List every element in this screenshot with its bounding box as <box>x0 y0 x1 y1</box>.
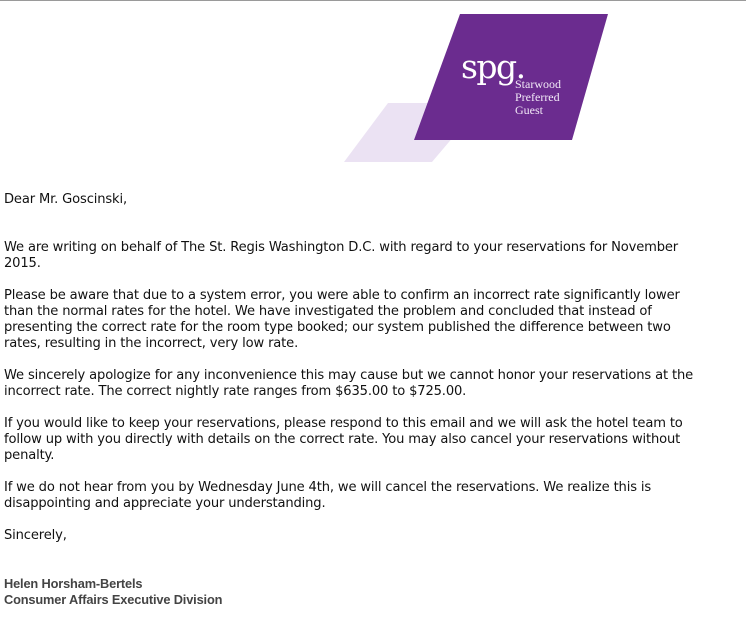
letter-body <box>4 192 704 608</box>
signature-name: Helen Horsham-Bertels <box>4 576 143 591</box>
logo-text-guest: Guest <box>515 103 543 117</box>
paragraph-intro: We are writing on behalf of The St. Regis Washington D.C. with regard to your reservations for November 2015. <box>4 240 679 271</box>
logo-text-starwood: Starwood <box>515 77 561 91</box>
paragraph-system-error: Please be aware that due to a system error, you were able to confirm an incorrect rate significantly lower than the normal rates for the hotel. We have investigated the problem and concluded that instead of presenting the correct rate for the room type booked; our system published the difference between two rates, resulting in the incorrect, very low rate. <box>4 288 680 351</box>
closing: Sincerely, <box>4 528 67 543</box>
paragraph-options: If you would like to keep your reservations, please respond to this email and we will ask the hotel team to follow up with you directly with details on the correct rate. You may also cancel your reservations without penalty. <box>4 416 683 463</box>
paragraph-deadline: If we do not hear from you by Wednesday June 4th, we will cancel the reservations. We realize this is disappointing and appreciate your understanding. <box>4 480 652 511</box>
logo-wordmark: spg. <box>461 47 525 86</box>
signature-title: Consumer Affairs Executive Division <box>4 592 223 607</box>
spg-logo-shapes <box>344 14 614 164</box>
top-divider <box>0 0 746 1</box>
paragraph-apology: We sincerely apologize for any inconvenience this may cause but we cannot honor your reservations at the incorrect rate. The correct nightly rate ranges from $635.00 to $725.00. <box>4 368 693 399</box>
salutation: Dear Mr. Goscinski, <box>4 192 127 207</box>
spg-logo <box>344 14 614 164</box>
logo-text-preferred: Preferred <box>515 90 560 104</box>
